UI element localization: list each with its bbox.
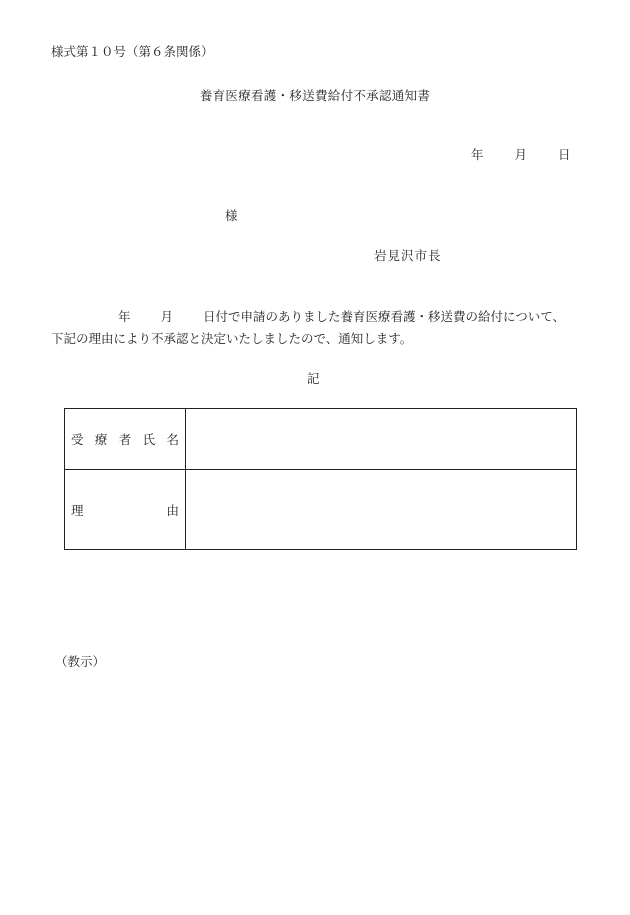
issuer-name: 岩見沢市長 — [374, 248, 442, 263]
table-row-reason — [65, 470, 576, 550]
body-line1-text: 日付で申請のありました養育医療看護・移送費の給付について、 — [203, 309, 566, 324]
recipient-name-value-cell — [186, 409, 576, 469]
date-day-label: 日 — [558, 147, 571, 162]
reason-label-cell — [65, 470, 186, 550]
label-char: 療 — [94, 432, 108, 447]
detail-table — [64, 408, 577, 550]
body-text-line-2: 下記の理由により不承認と決定いたしましたので、通知します。 — [51, 331, 413, 346]
date-month-label: 月 — [514, 147, 528, 162]
issue-date — [471, 149, 571, 162]
date-year-label: 年 — [471, 147, 484, 162]
recipient-name-label — [71, 434, 179, 447]
body-month-label: 月 — [160, 309, 174, 324]
label-char: 者 — [118, 432, 132, 447]
reason-value-cell — [186, 470, 576, 550]
label-char: 由 — [166, 503, 179, 518]
instruction-note-heading: （教示） — [55, 654, 106, 669]
body-text-line-1 — [118, 311, 565, 324]
document-title: 養育医療看護・移送費給付不承認通知書 — [199, 88, 431, 103]
recipient-name-label-cell — [65, 409, 186, 469]
addressee-honorific: 様 — [225, 208, 238, 223]
label-char: 氏 — [142, 432, 156, 447]
label-char: 理 — [71, 503, 84, 518]
ki-heading: 記 — [307, 371, 320, 386]
body-year-label: 年 — [118, 309, 131, 324]
reason-label — [71, 505, 179, 518]
label-char: 受 — [71, 432, 84, 447]
form-number: 様式第１０号（第６条関係） — [51, 44, 214, 59]
table-row-recipient — [65, 409, 576, 470]
label-char: 名 — [166, 432, 179, 447]
